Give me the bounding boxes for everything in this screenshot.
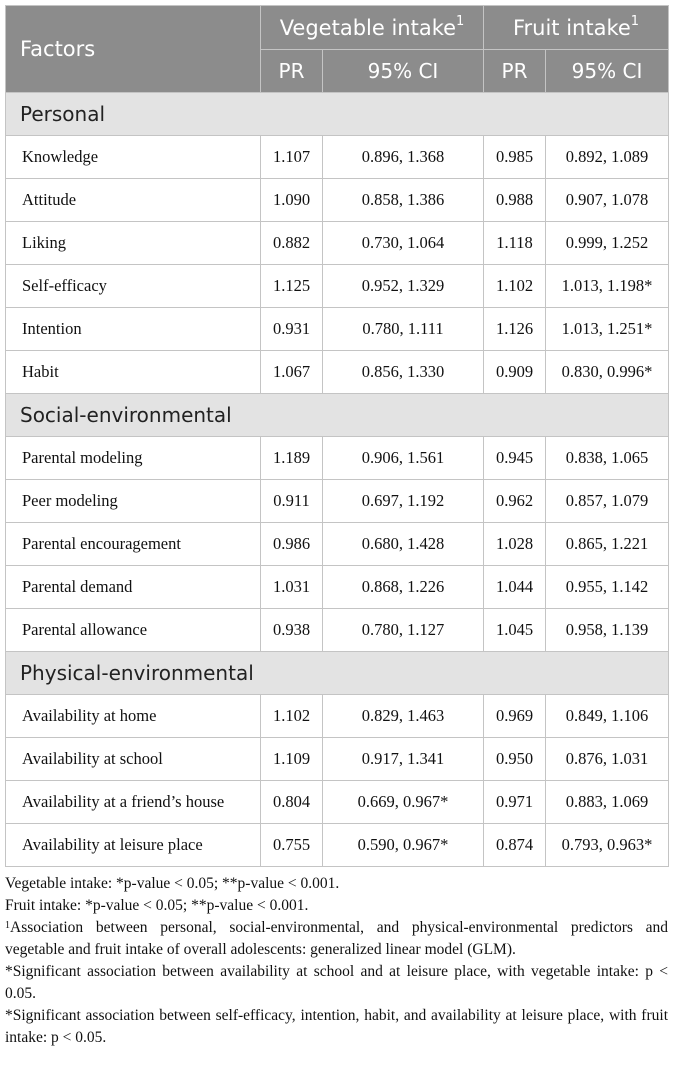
fruit-pr-cell: 0.969 xyxy=(484,695,546,738)
fruit-ci-cell: 0.958, 1.139 xyxy=(546,609,669,652)
factor-cell: Peer modeling xyxy=(6,480,261,523)
veg-ci-cell: 0.669, 0.967* xyxy=(323,781,484,824)
veg-ci-cell: 0.917, 1.341 xyxy=(323,738,484,781)
veg-pr-cell: 0.804 xyxy=(261,781,323,824)
table-row xyxy=(6,265,669,308)
factor-cell: Self-efficacy xyxy=(6,265,261,308)
fruit-pr-cell: 1.126 xyxy=(484,308,546,351)
section-row xyxy=(6,93,669,136)
table-row xyxy=(6,695,669,738)
veg-pr-cell: 1.102 xyxy=(261,695,323,738)
veg-pr-cell: 1.031 xyxy=(261,566,323,609)
fruit-ci-cell: 0.999, 1.252 xyxy=(546,222,669,265)
fruit-ci-cell: 0.865, 1.221 xyxy=(546,523,669,566)
table-row xyxy=(6,609,669,652)
factor-cell: Knowledge xyxy=(6,136,261,179)
section-row xyxy=(6,652,669,695)
fruit-ci-cell: 0.892, 1.089 xyxy=(546,136,669,179)
table-row xyxy=(6,781,669,824)
footnote-1: $^1$Association between personal, social-environmental, and physical-environmental predictors and vegetable and fruit intake of overall adolescents: generalized linear model (GLM). xyxy=(5,919,668,958)
veg-pr-cell: 0.911 xyxy=(261,480,323,523)
header-row-1 xyxy=(6,6,669,50)
fruit-ci-header: 95% CI xyxy=(546,50,669,93)
section-row xyxy=(6,394,669,437)
veg-pr-cell: 1.189 xyxy=(261,437,323,480)
veg-ci-cell: 0.697, 1.192 xyxy=(323,480,484,523)
veg-ci-header: 95% CI xyxy=(323,50,484,93)
veg-ci-cell: 0.952, 1.329 xyxy=(323,265,484,308)
fruit-ci-cell: 0.907, 1.078 xyxy=(546,179,669,222)
section-title: Social-environmental xyxy=(6,394,669,437)
fruit-pr-cell: 0.962 xyxy=(484,480,546,523)
fruit-ci-cell: 0.857, 1.079 xyxy=(546,480,669,523)
fruit-ci-cell: 0.883, 1.069 xyxy=(546,781,669,824)
veg-ci-cell: 0.590, 0.967* xyxy=(323,824,484,867)
veg-ci-cell: 0.680, 1.428 xyxy=(323,523,484,566)
table-row xyxy=(6,824,669,867)
fruit-ci-cell: 0.838, 1.065 xyxy=(546,437,669,480)
table-row xyxy=(6,566,669,609)
vegetable-significance-note: Vegetable intake: *p-value < 0.05; **p-value < 0.001. xyxy=(5,875,340,892)
footnote-vegetable-significance: *Significant association between availability at school and at leisure place, with vegetable intake: p < 0.05. xyxy=(5,963,668,1002)
veg-ci-cell: 0.906, 1.561 xyxy=(323,437,484,480)
fruit-ci-cell: 0.830, 0.996* xyxy=(546,351,669,394)
veg-pr-cell: 0.755 xyxy=(261,824,323,867)
fruit-pr-cell: 1.045 xyxy=(484,609,546,652)
table-row xyxy=(6,480,669,523)
factor-cell: Liking xyxy=(6,222,261,265)
factor-cell: Parental allowance xyxy=(6,609,261,652)
table-row xyxy=(6,136,669,179)
fruit-pr-cell: 0.874 xyxy=(484,824,546,867)
fruit-pr-cell: 1.044 xyxy=(484,566,546,609)
factor-cell: Availability at school xyxy=(6,738,261,781)
factor-cell: Intention xyxy=(6,308,261,351)
table-row xyxy=(6,351,669,394)
veg-ci-cell: 0.730, 1.064 xyxy=(323,222,484,265)
veg-pr-cell: 0.882 xyxy=(261,222,323,265)
table-row xyxy=(6,437,669,480)
table-notes xyxy=(5,873,668,1049)
fruit-pr-cell: 0.988 xyxy=(484,179,546,222)
factor-cell: Parental modeling xyxy=(6,437,261,480)
factor-cell: Parental encouragement xyxy=(6,523,261,566)
veg-ci-cell: 0.858, 1.386 xyxy=(323,179,484,222)
fruit-ci-cell: 0.876, 1.031 xyxy=(546,738,669,781)
factor-cell: Habit xyxy=(6,351,261,394)
veg-pr-header: PR xyxy=(261,50,323,93)
section-title: Physical-environmental xyxy=(6,652,669,695)
veg-pr-cell: 1.067 xyxy=(261,351,323,394)
fruit-intake-header: Fruit intake$^1$ xyxy=(484,6,669,50)
veg-pr-cell: 1.090 xyxy=(261,179,323,222)
factors-header: Factors xyxy=(6,6,261,93)
fruit-ci-cell: 0.955, 1.142 xyxy=(546,566,669,609)
veg-pr-cell: 0.931 xyxy=(261,308,323,351)
factor-cell: Attitude xyxy=(6,179,261,222)
fruit-pr-cell: 0.909 xyxy=(484,351,546,394)
veg-pr-cell: 1.125 xyxy=(261,265,323,308)
factor-cell: Parental demand xyxy=(6,566,261,609)
results-table xyxy=(5,5,669,867)
fruit-pr-cell: 0.971 xyxy=(484,781,546,824)
table-row xyxy=(6,179,669,222)
table-row xyxy=(6,523,669,566)
table-row xyxy=(6,308,669,351)
fruit-pr-cell: 1.102 xyxy=(484,265,546,308)
veg-pr-cell: 0.938 xyxy=(261,609,323,652)
veg-ci-cell: 0.829, 1.463 xyxy=(323,695,484,738)
footnote-fruit-significance: *Significant association between self-efficacy, intention, habit, and availability at leisure place, with fruit intake: p < 0.05. xyxy=(5,1007,668,1046)
fruit-ci-cell: 0.793, 0.963* xyxy=(546,824,669,867)
fruit-pr-cell: 1.118 xyxy=(484,222,546,265)
veg-ci-cell: 0.856, 1.330 xyxy=(323,351,484,394)
fruit-pr-cell: 1.028 xyxy=(484,523,546,566)
vegetable-intake-header: Vegetable intake$^1$ xyxy=(261,6,484,50)
factor-cell: Availability at a friend’s house xyxy=(6,781,261,824)
fruit-pr-header: PR xyxy=(484,50,546,93)
veg-ci-cell: 0.780, 1.127 xyxy=(323,609,484,652)
section-title: Personal xyxy=(6,93,669,136)
fruit-ci-cell: 1.013, 1.198* xyxy=(546,265,669,308)
fruit-ci-cell: 0.849, 1.106 xyxy=(546,695,669,738)
veg-ci-cell: 0.896, 1.368 xyxy=(323,136,484,179)
veg-ci-cell: 0.868, 1.226 xyxy=(323,566,484,609)
fruit-pr-cell: 0.985 xyxy=(484,136,546,179)
veg-pr-cell: 1.107 xyxy=(261,136,323,179)
veg-ci-cell: 0.780, 1.111 xyxy=(323,308,484,351)
fruit-pr-cell: 0.950 xyxy=(484,738,546,781)
factor-cell: Availability at home xyxy=(6,695,261,738)
fruit-ci-cell: 1.013, 1.251* xyxy=(546,308,669,351)
fruit-pr-cell: 0.945 xyxy=(484,437,546,480)
factor-cell: Availability at leisure place xyxy=(6,824,261,867)
fruit-significance-note: Fruit intake: *p-value < 0.05; **p-value < 0.001. xyxy=(5,897,309,914)
table-row xyxy=(6,222,669,265)
veg-pr-cell: 1.109 xyxy=(261,738,323,781)
veg-pr-cell: 0.986 xyxy=(261,523,323,566)
table-row xyxy=(6,738,669,781)
